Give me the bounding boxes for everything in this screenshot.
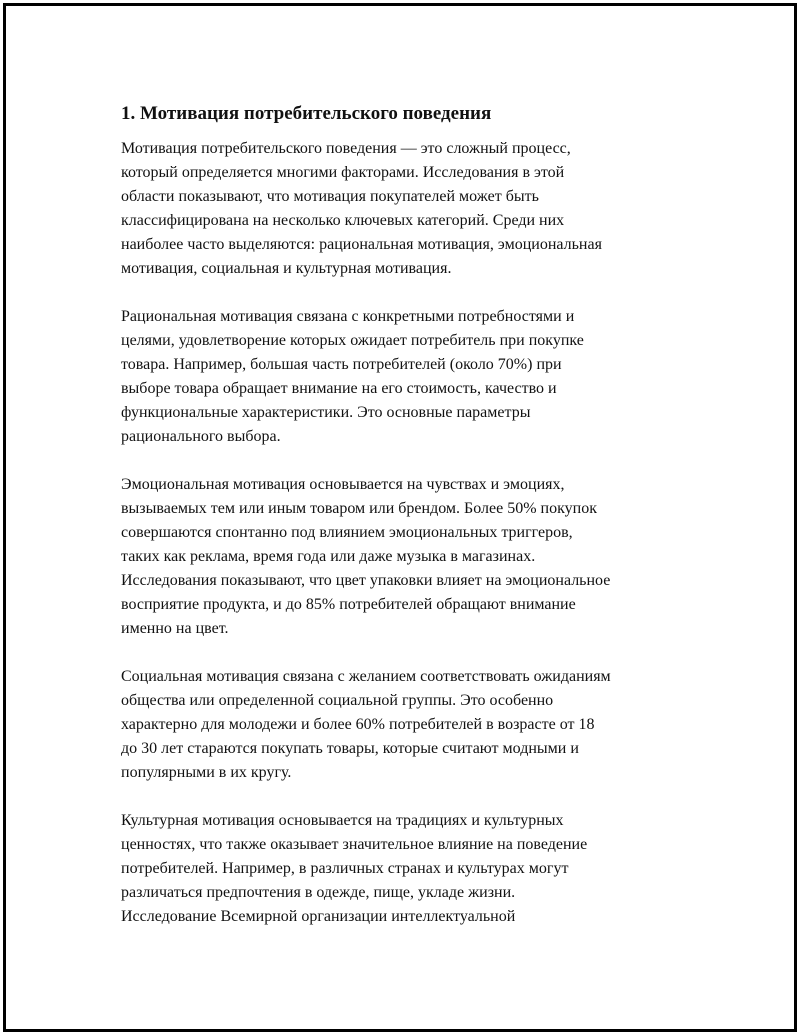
document-body <box>121 102 691 953</box>
paragraph-1: Мотивация потребительского поведения — это сложный процесс, который определяется многими факторами. Исследования в этой области показывают, что мотивация покупателей может быть классифицирована на несколько ключевых категорий. Среди них наиболее часто выделяются: рациональная мотивация, эмоциональная мотивация, социальная и культурная мотивация. <box>121 140 602 277</box>
paragraph-3: Эмоциональная мотивация основывается на чувствах и эмоциях, вызываемых тем или иным товаром или брендом. Более 50% покупок совершаются спонтанно под влиянием эмоциональных триггеров, таких как реклама, время года или даже музыка в магазинах. Исследования показывают, что цвет упаковки влияет на эмоциональное восприятие продукта, и до 85% потребителей обращают внимание именно на цвет. <box>121 476 611 637</box>
paragraph-4: Социальная мотивация связана с желанием соответствовать ожиданиям общества или определенной социальной группы. Это особенно характерно для молодежи и более 60% потребителей в возрасте от 18 до 30 лет стараются покупать товары, которые считают модными и популярными в их кругу. <box>121 668 611 781</box>
paragraph-2: Рациональная мотивация связана с конкретными потребностями и целями, удовлетворение которых ожидает потребитель при покупке товара. Например, большая часть потребителей (около 70%) при выборе товара обращает внимание на его стоимость, качество и функциональные характеристики. Это основные параметры рационального выбора. <box>121 308 584 445</box>
paragraph-5: Культурная мотивация основывается на традициях и культурных ценностях, что также оказывает значительное влияние на поведение потребителей. Например, в различных странах и культурах могут различаться предпочтения в одежде, пище, укладе жизни. Исследование Всемирной организации интеллектуальной <box>121 812 588 925</box>
section-title: 1. Мотивация потребительского поведения <box>121 103 492 124</box>
page-frame <box>3 3 797 1032</box>
